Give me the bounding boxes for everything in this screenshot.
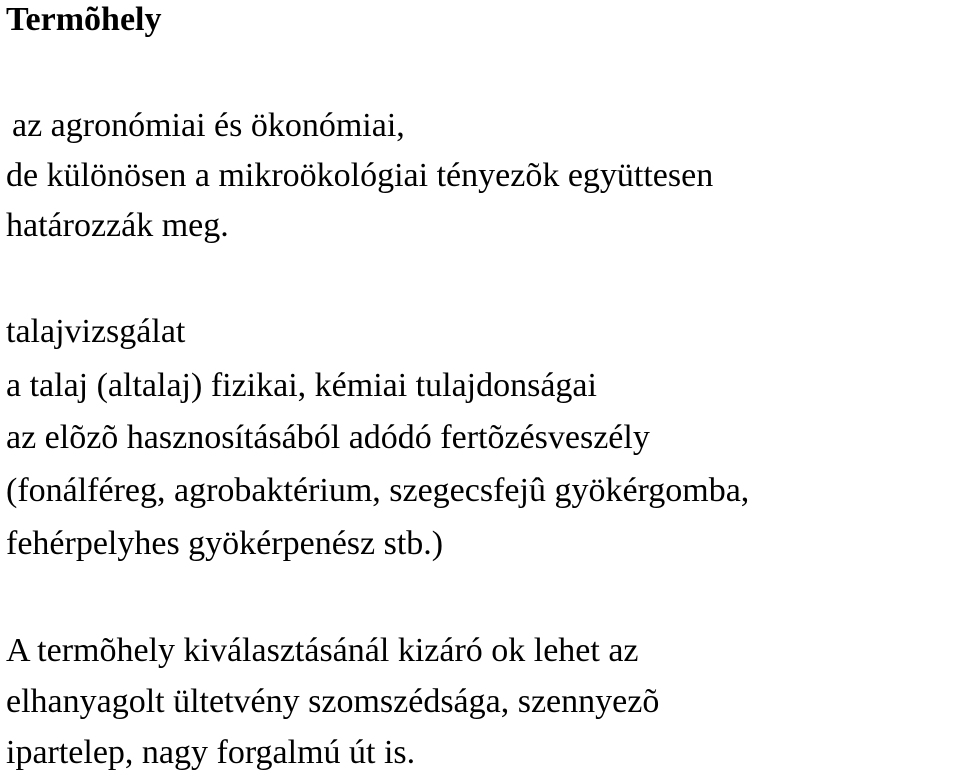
text-line: A termõhely kiválasztásánál kizáró ok lehet az (6, 632, 639, 669)
text-line: az agronómiai és ökonómiai, (12, 107, 405, 144)
text-line: elhanyagolt ültetvény szomszédsága, szennyezõ (6, 683, 660, 720)
text-line: ipartelep, nagy forgalmú út is. (6, 734, 416, 771)
text-line: de különösen a mikroökológiai tényezõk együttesen (6, 157, 714, 194)
text-line: az elõzõ hasznosításából adódó fertõzésveszély (6, 419, 650, 456)
text-line: fehérpelyhes gyökérpenész stb.) (6, 525, 444, 562)
text-line: a talaj (altalaj) fizikai, kémiai tulajdonságai (6, 367, 597, 404)
page-title: Termõhely (6, 1, 162, 38)
text-line: (fonálféreg, agrobaktérium, szegecsfejû gyökérgomba, (6, 472, 750, 509)
text-line: határozzák meg. (6, 207, 229, 244)
text-line: talajvizsgálat (6, 313, 186, 350)
